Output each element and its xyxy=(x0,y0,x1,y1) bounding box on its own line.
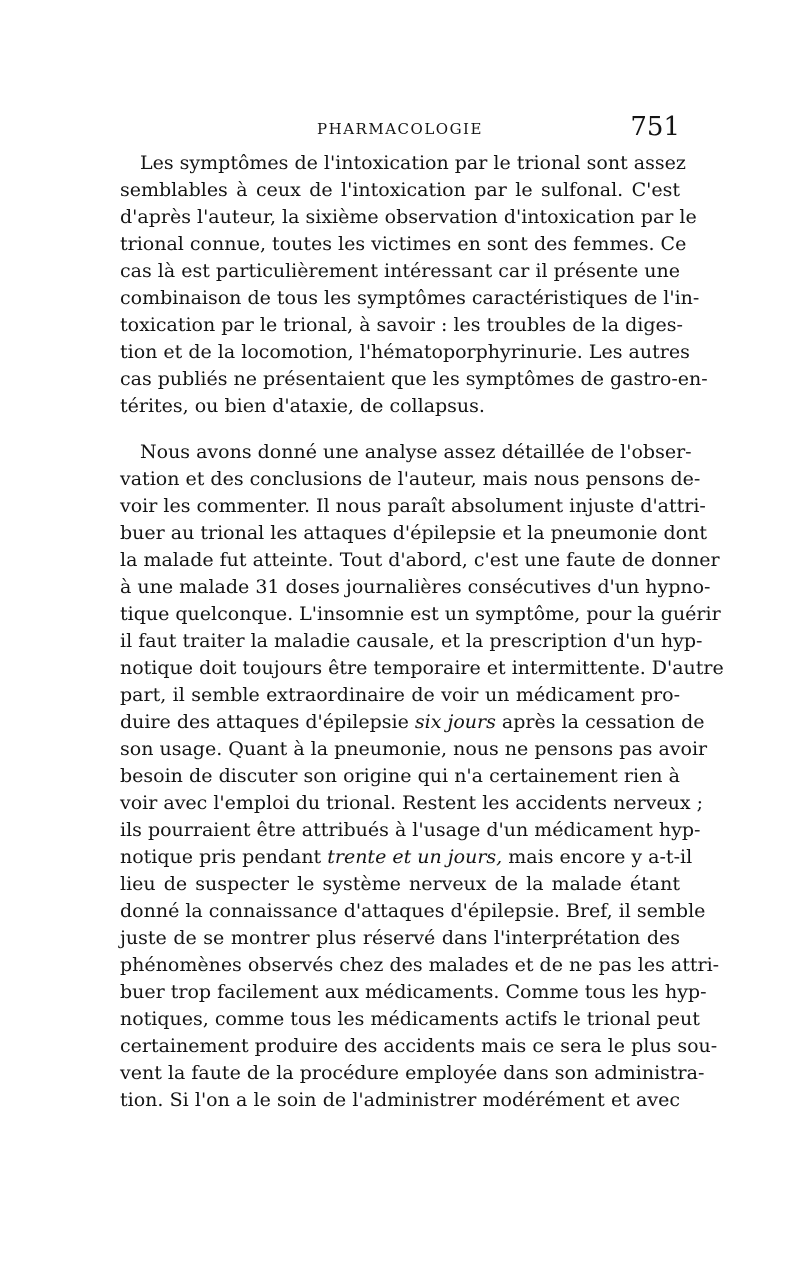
text-line: donné la connaissance d'attaques d'épilepsie. Bref, il semble xyxy=(120,900,706,922)
body-text xyxy=(120,150,724,1114)
text-line: trional connue, toutes les victimes en sont des femmes. Ce xyxy=(120,233,687,255)
paragraph-1 xyxy=(120,150,708,420)
text-segment: duire des attaques d'épilepsie xyxy=(120,711,415,733)
text-line: buer au trional les attaques d'épilepsie et la pneumonie dont xyxy=(120,522,707,544)
text-line: la malade fut atteinte. Tout d'abord, c'est une faute de donner xyxy=(120,549,720,571)
text-line: il faut traiter la maladie causale, et la prescription d'un hyp- xyxy=(120,630,703,652)
text-segment: après la cessation de xyxy=(495,711,705,733)
text-line: phénomènes observés chez des malades et de ne pas les attri- xyxy=(120,954,720,976)
text-line: combinaison de tous les symptômes caractéristiques de l'in- xyxy=(120,287,700,309)
text-line: certainement produire des accidents mais ce sera le plus sou- xyxy=(120,1035,718,1057)
text-line: ils pourraient être attribués à l'usage d'un médicament hyp- xyxy=(120,819,701,841)
paragraph-2 xyxy=(120,439,724,1114)
text-line-with-italic xyxy=(120,844,693,871)
text-line: à une malade 31 doses journalières consécutives d'un hypno- xyxy=(120,576,711,598)
text-line: besoin de discuter son origine qui n'a certainement rien à xyxy=(120,765,680,787)
text-line: notiques, comme tous les médicaments actifs le trional peut xyxy=(120,1008,700,1030)
text-line: semblables à ceux de l'intoxication par le sulfonal. C'est xyxy=(120,179,680,201)
text-line: vent la faute de la procédure employée dans son administra- xyxy=(120,1062,705,1084)
text-line: notique doit toujours être temporaire et intermittente. D'autre xyxy=(120,657,724,679)
text-line: vation et des conclusions de l'auteur, mais nous pensons de- xyxy=(120,468,701,490)
italic-phrase: trente et un jours, xyxy=(327,846,503,868)
text-line: lieu de suspecter le système nerveux de la malade étant xyxy=(120,873,680,895)
text-segment: mais encore y a-t-il xyxy=(502,846,693,868)
running-title: PHARMACOLOGIE xyxy=(317,120,483,138)
text-line: tion. Si l'on a le soin de l'administrer modérément et avec xyxy=(120,1089,680,1111)
text-line: Les symptômes de l'intoxication par le trional sont assez xyxy=(140,152,686,174)
text-line: Nous avons donné une analyse assez détaillée de l'obser- xyxy=(140,441,692,463)
text-line: térites, ou bien d'ataxie, de collapsus. xyxy=(120,395,485,417)
text-line: toxication par le trional, à savoir : les troubles de la diges- xyxy=(120,314,683,336)
page-number: 751 xyxy=(630,112,680,142)
text-line-with-italic xyxy=(120,709,705,736)
text-line: buer trop facilement aux médicaments. Comme tous les hyp- xyxy=(120,981,707,1003)
text-line: cas publiés ne présentaient que les symptômes de gastro-en- xyxy=(120,368,708,390)
page-header xyxy=(120,112,680,146)
text-line: voir avec l'emploi du trional. Restent les accidents nerveux ; xyxy=(120,792,703,814)
text-line: juste de se montrer plus réservé dans l'interprétation des xyxy=(120,927,680,949)
text-line: part, il semble extraordinaire de voir un médicament pro- xyxy=(120,684,680,706)
text-segment: notique pris pendant xyxy=(120,846,328,868)
text-line: d'après l'auteur, la sixième observation d'intoxication par le xyxy=(120,206,697,228)
italic-phrase: six jours xyxy=(414,711,496,733)
text-line: son usage. Quant à la pneumonie, nous ne pensons pas avoir xyxy=(120,738,708,760)
text-line: voir les commenter. Il nous paraît absolument injuste d'attri- xyxy=(120,495,706,517)
text-line: tion et de la locomotion, l'hématoporphyrinurie. Les autres xyxy=(120,341,690,363)
text-line: tique quelconque. L'insomnie est un symptôme, pour la guérir xyxy=(120,603,721,625)
text-line: cas là est particulièrement intéressant car il présente une xyxy=(120,260,680,282)
